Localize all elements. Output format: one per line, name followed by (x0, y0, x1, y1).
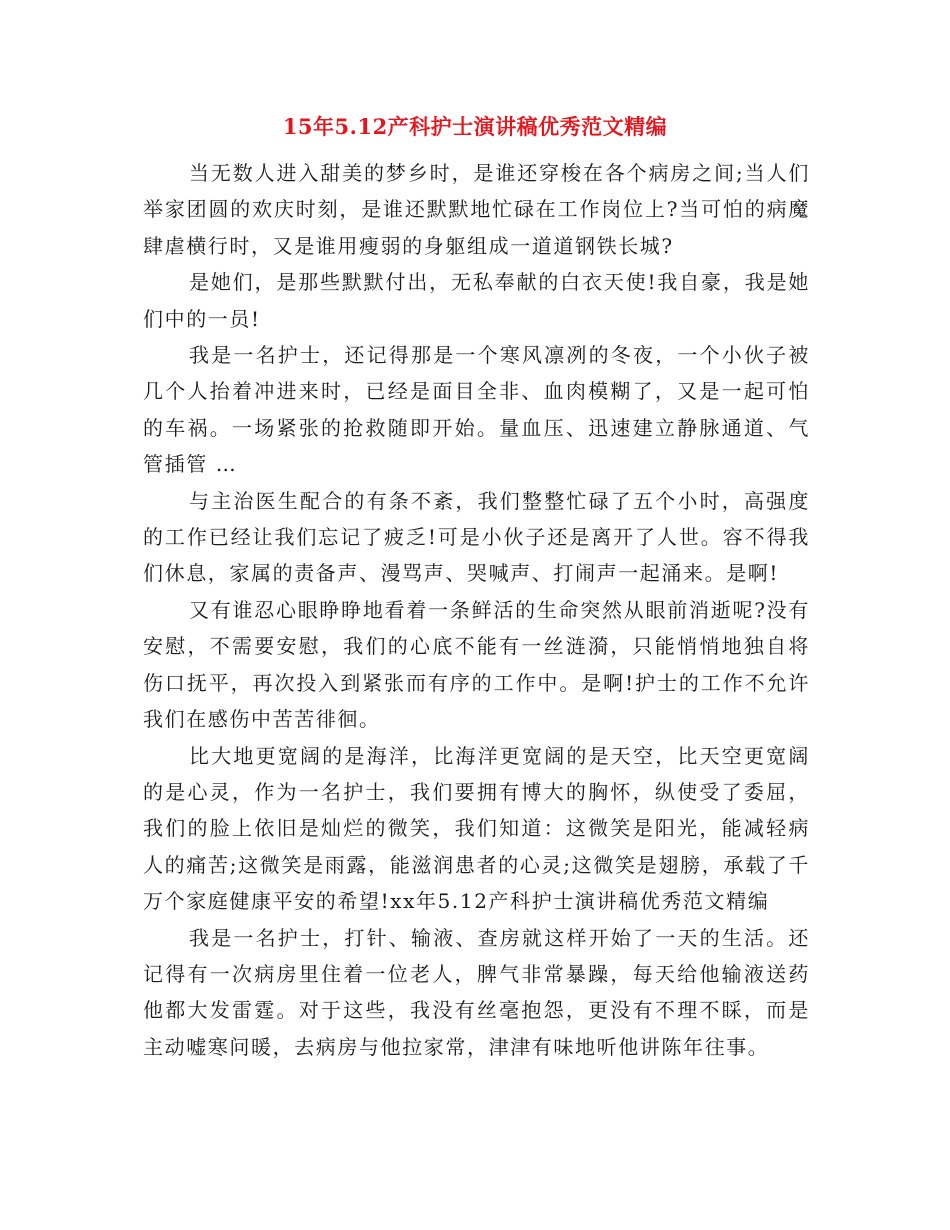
paragraph: 与主治医生配合的有条不紊，我们整整忙碌了五个小时，高强度的工作已经让我们忘记了疲乏!可是小伙子还是离开了人世。容不得我们休息，家属的责备声、漫骂声、哭喊声、打闹声一起涌来。是啊! (143, 488, 810, 586)
document-body (143, 155, 810, 1065)
paragraph: 是她们，是那些默默付出，无私奉献的白衣天使!我自豪，我是她们中的一员! (143, 270, 810, 331)
paragraph: 我是一名护士，还记得那是一个寒风凛冽的冬夜，一个小伙子被几个人抬着冲进来时，已经是面目全非、血肉模糊了，又是一起可怕的车祸。一场紧张的抢救随即开始。量血压、迅速建立静脉通道、气管插管 … (143, 343, 810, 477)
paragraph: 比大地更宽阔的是海洋，比海洋更宽阔的是天空，比天空更宽阔的是心灵，作为一名护士，我们要拥有博大的胸怀，纵使受了委屈，我们的脸上依旧是灿烂的微笑，我们知道：这微笑是阳光，能减轻病人的痛苦;这微笑是雨露，能滋润患者的心灵;这微笑是翅膀，承载了千万个家庭健康平安的希望!xx年5.12产科护士演讲稿优秀范文精编 (143, 743, 810, 914)
paragraph: 我是一名护士，打针、输液、查房就这样开始了一天的生活。还记得有一次病房里住着一位老人，脾气非常暴躁，每天给他输液送药他都大发雷霆。对于这些，我没有丝毫抱怨，更没有不理不睬，而是主动嘘寒问暖，去病房与他拉家常，津津有味地听他讲陈年往事。 (143, 925, 810, 1059)
document-title: 15年5.12产科护士演讲稿优秀范文精编 (282, 114, 668, 139)
paragraph: 当无数人进入甜美的梦乡时，是谁还穿梭在各个病房之间;当人们举家团圆的欢庆时刻，是谁还默默地忙碌在工作岗位上?当可怕的病魔肆虐横行时，又是谁用瘦弱的身躯组成一道道钢铁长城? (143, 161, 810, 258)
paragraph: 又有谁忍心眼睁睁地看着一条鲜活的生命突然从眼前消逝呢?没有安慰，不需要安慰，我们的心底不能有一丝涟漪，只能悄悄地独自将伤口抚平，再次投入到紧张而有序的工作中。是啊!护士的工作不允许我们在感伤中苦苦徘徊。 (143, 597, 810, 732)
